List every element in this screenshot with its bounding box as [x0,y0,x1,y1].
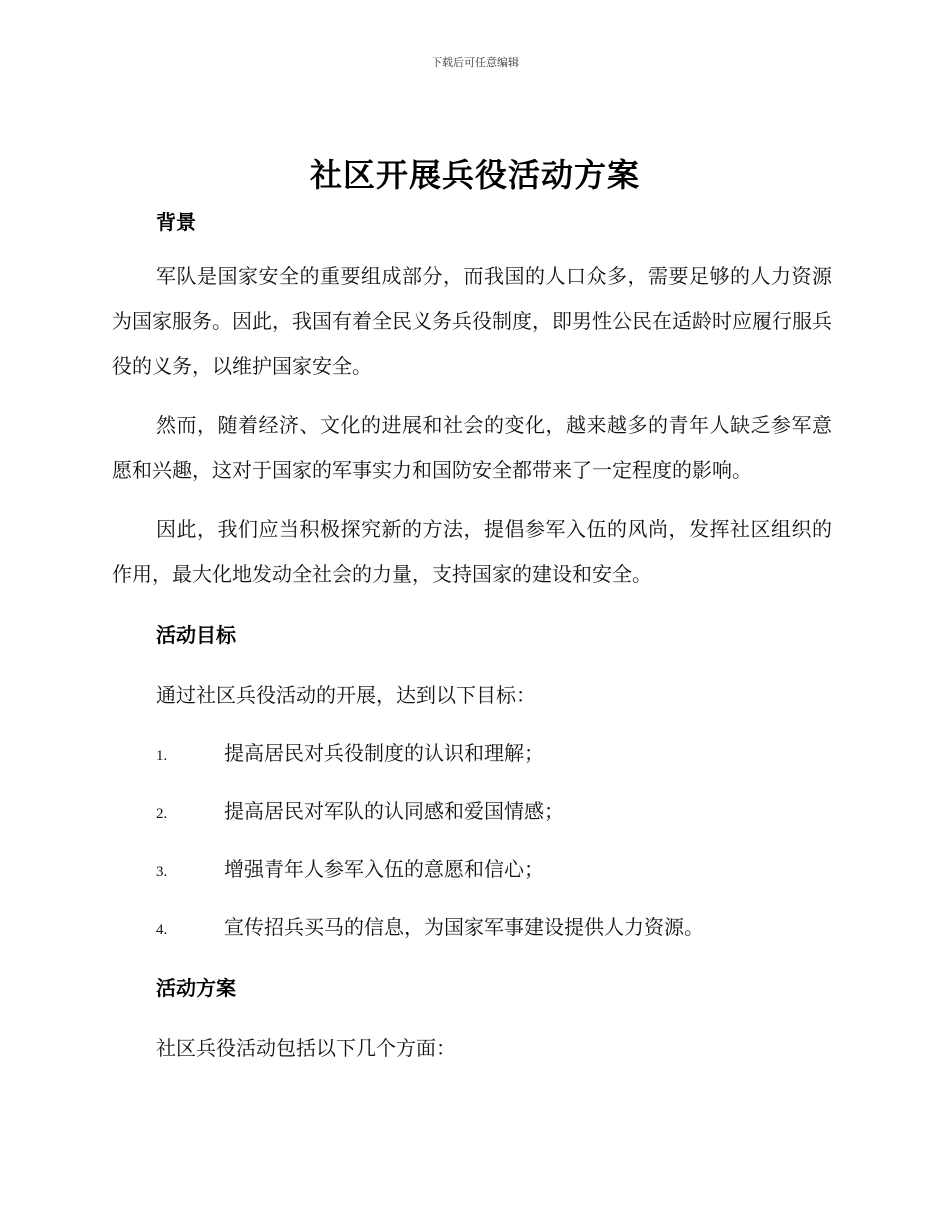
plan-intro: 社区兵役活动包括以下几个方面： [156,1036,456,1060]
paragraph: 军队是国家安全的重要组成部分，而我国的人口众多，需要足够的人力资源为国家服务。因此，我国有着全民义务兵役制度，即男性公民在适龄时应履行服兵役的义务，以维护国家安全。 [112,264,832,378]
list-text: 增强青年人参军入伍的意愿和信心； [224,857,544,881]
list-number: 4. [156,922,168,938]
paragraph: 然而，随着经济、文化的进展和社会的变化，越来越多的青年人缺乏参军意愿和兴趣，这对于国家的军事实力和国防安全都带来了一定程度的影响。 [112,413,832,482]
list-number: 2. [156,806,168,822]
document-title: 社区开展兵役活动方案 [309,156,640,194]
list-number: 1. [156,748,168,764]
list-number: 3. [156,864,168,880]
list-item [156,840,832,898]
section-heading-goals: 活动目标 [156,623,236,647]
paragraph: 因此，我们应当积极探究新的方法，提倡参军入伍的风尚，发挥社区组织的作用，最大化地发动全社会的力量，支持国家的建设和安全。 [112,517,832,586]
goals-intro: 通过社区兵役活动的开展，达到以下目标： [156,683,536,707]
section-heading-background: 背景 [156,210,196,234]
list-item [156,898,832,956]
list-item [156,724,832,782]
list-text: 提高居民对军队的认同感和爱国情感； [224,799,564,823]
document-body [112,204,832,1071]
list-text: 提高居民对兵役制度的认识和理解； [224,741,544,765]
section-heading-plan: 活动方案 [156,976,236,1000]
list-text: 宣传招兵买马的信息，为国家军事建设提供人力资源。 [224,915,704,939]
list-item [156,782,832,840]
page-header-note: 下载后可任意编辑 [431,56,519,69]
